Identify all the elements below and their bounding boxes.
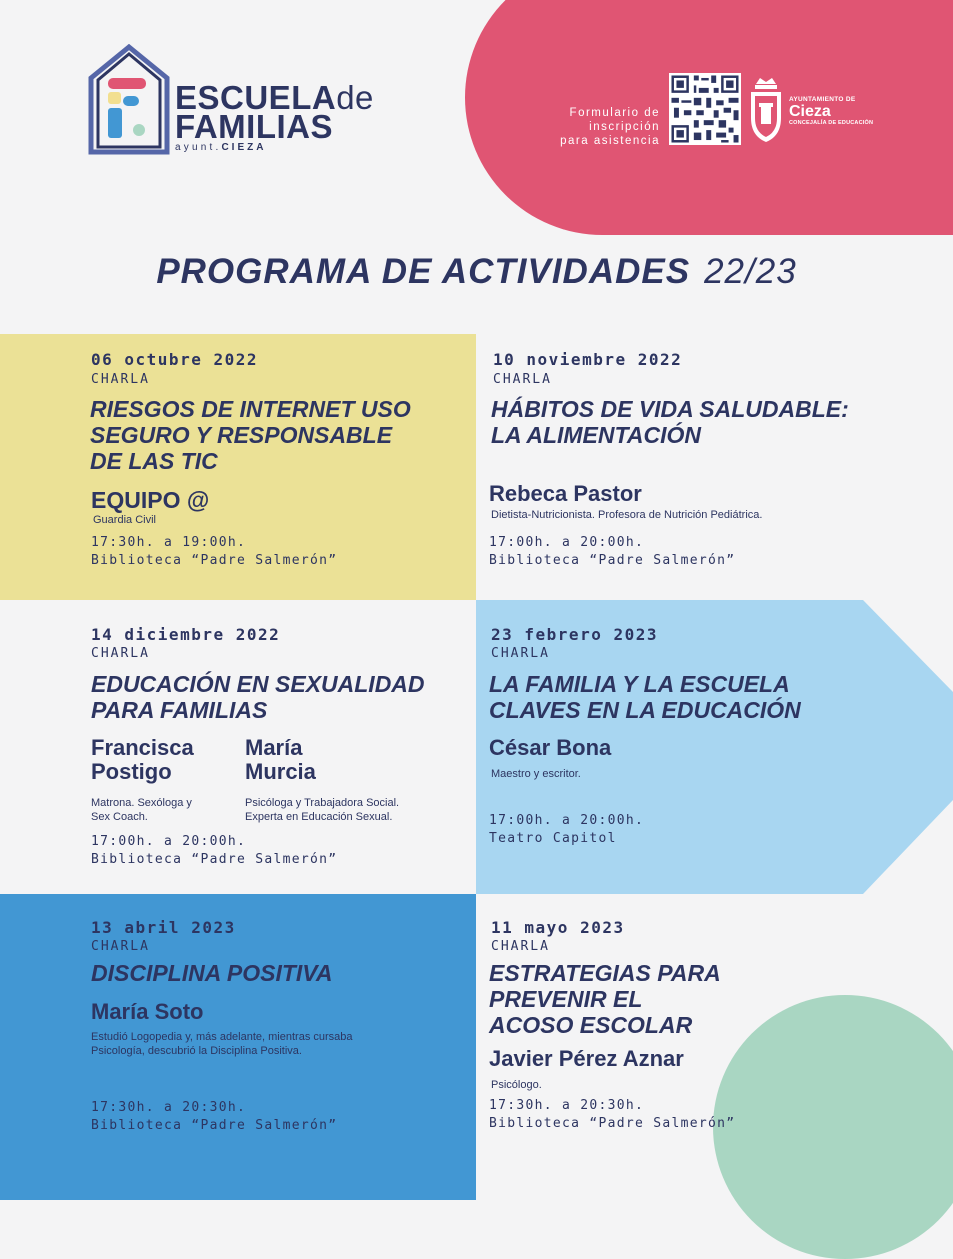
event-title-line: DISCIPLINA POSITIVA xyxy=(91,960,333,986)
speaker-sub-line: Psicología, descubrió la Disciplina Positiva. xyxy=(91,1045,302,1057)
event-title xyxy=(489,960,879,1038)
event-date: 23 febrero 2023 xyxy=(491,625,658,644)
logo-ayunt: ayunt. xyxy=(175,142,222,153)
event-speaker-sub: Guardia Civil xyxy=(93,514,156,526)
event-title-line: LA ALIMENTACIÓN xyxy=(491,422,701,448)
event-time: 17:30h. a 20:30h. xyxy=(489,1098,645,1113)
event-time: 17:30h. a 19:00h. xyxy=(91,535,247,550)
event-title xyxy=(90,396,480,474)
event-speaker-sub xyxy=(91,1030,353,1058)
event-date: 10 noviembre 2022 xyxy=(493,350,683,369)
event-place: Teatro Capitol xyxy=(489,831,617,846)
event-title xyxy=(489,671,879,723)
event-title-line: DE LAS TIC xyxy=(90,448,218,474)
event-time: 17:30h. a 20:30h. xyxy=(91,1100,247,1115)
event-speaker: Javier Pérez Aznar xyxy=(489,1046,684,1071)
event-title-line: CLAVES EN LA EDUCACIÓN xyxy=(489,697,801,723)
cieza-crest-icon xyxy=(747,74,785,146)
event-title xyxy=(91,960,481,986)
qr-label-line: Formulario de xyxy=(569,107,660,119)
event-date: 14 diciembre 2022 xyxy=(91,625,281,644)
event-place: Biblioteca “Padre Salmerón” xyxy=(91,852,338,867)
event-speaker: María Soto xyxy=(91,999,204,1024)
event-speaker-b xyxy=(245,736,316,784)
event-kind: CHARLA xyxy=(493,372,552,387)
title-main: PROGRAMA DE ACTIVIDADES xyxy=(156,252,691,291)
speaker-name-line: Francisca xyxy=(91,735,194,760)
event-speaker-sub: Maestro y escritor. xyxy=(491,768,581,780)
speaker-sub-line: Estudió Logopedia y, más adelante, mientras cursaba xyxy=(91,1031,353,1043)
speaker-sub-line: Matrona. Sexóloga y xyxy=(91,797,192,809)
speaker-name-line: María xyxy=(245,735,303,760)
speaker-name-line: Murcia xyxy=(245,759,316,784)
speaker-sub-line: Sex Coach. xyxy=(91,811,148,823)
event-kind: CHARLA xyxy=(491,646,550,661)
event-speaker: César Bona xyxy=(489,735,612,760)
event-speaker-b-sub xyxy=(245,796,399,824)
event-place: Biblioteca “Padre Salmerón” xyxy=(489,553,736,568)
event-title-line: LA FAMILIA Y LA ESCUELA xyxy=(489,671,790,697)
qr-label xyxy=(520,106,660,148)
speaker-name-line: Postigo xyxy=(91,759,172,784)
event-speaker: Rebeca Pastor xyxy=(489,481,642,506)
house-logo-icon xyxy=(88,44,170,156)
council-logo xyxy=(789,96,873,126)
event-time: 17:00h. a 20:00h. xyxy=(489,813,645,828)
event-title xyxy=(491,396,881,448)
logo-cieza: CIEZA xyxy=(221,142,267,153)
event-date: 06 octubre 2022 xyxy=(91,350,258,369)
event-speaker-a-sub xyxy=(91,796,192,824)
logo-de: de xyxy=(336,79,374,116)
logo-escuela: ESCUELA xyxy=(175,79,337,116)
council-name: Cieza xyxy=(789,103,831,120)
qr-code-icon[interactable] xyxy=(669,73,741,145)
event-time: 17:00h. a 20:00h. xyxy=(91,834,247,849)
event-speaker-sub: Psicólogo. xyxy=(491,1079,542,1091)
event-title-line: ESTRATEGIAS PARA xyxy=(489,960,721,986)
event-time: 17:00h. a 20:00h. xyxy=(489,535,645,550)
council-line: AYUNTAMIENTO DE xyxy=(789,96,856,103)
event-title xyxy=(91,671,481,723)
title-year: 22/23 xyxy=(704,252,797,291)
event-title-line: PARA FAMILIAS xyxy=(91,697,268,723)
event-place: Biblioteca “Padre Salmerón” xyxy=(91,553,338,568)
event-title-line: SEGURO Y RESPONSABLE xyxy=(90,422,393,448)
event-kind: CHARLA xyxy=(91,372,150,387)
event-kind: CHARLA xyxy=(91,939,150,954)
event-kind: CHARLA xyxy=(491,939,550,954)
event-title-line: ACOSO ESCOLAR xyxy=(489,1012,693,1038)
event-title-line: RIESGOS DE INTERNET USO xyxy=(90,396,411,422)
council-dept: CONCEJALÍA DE EDUCACIÓN xyxy=(789,120,874,126)
event-speaker-a xyxy=(91,736,194,784)
logo-familias: FAMILIAS xyxy=(175,108,333,145)
qr-label-line: inscripción xyxy=(589,121,660,133)
event-speaker-sub: Dietista-Nutricionista. Profesora de Nutrición Pediátrica. xyxy=(491,509,763,521)
event-kind: CHARLA xyxy=(91,646,150,661)
logo-wordmark xyxy=(175,79,374,154)
event-date: 11 mayo 2023 xyxy=(491,918,625,937)
qr-label-line: para asistencia xyxy=(560,135,660,147)
event-speaker: EQUIPO @ xyxy=(91,487,210,513)
event-place: Biblioteca “Padre Salmerón” xyxy=(489,1116,736,1131)
page-title xyxy=(0,252,953,292)
speaker-sub-line: Psicóloga y Trabajadora Social. xyxy=(245,797,400,809)
event-place: Biblioteca “Padre Salmerón” xyxy=(91,1118,338,1133)
event-title-line: HÁBITOS DE VIDA SALUDABLE: xyxy=(491,396,849,422)
speaker-sub-line: Experta en Educación Sexual. xyxy=(245,811,393,823)
event-date: 13 abril 2023 xyxy=(91,918,236,937)
event-title-line: PREVENIR EL xyxy=(489,986,643,1012)
event-title-line: EDUCACIÓN EN SEXUALIDAD xyxy=(91,671,425,697)
